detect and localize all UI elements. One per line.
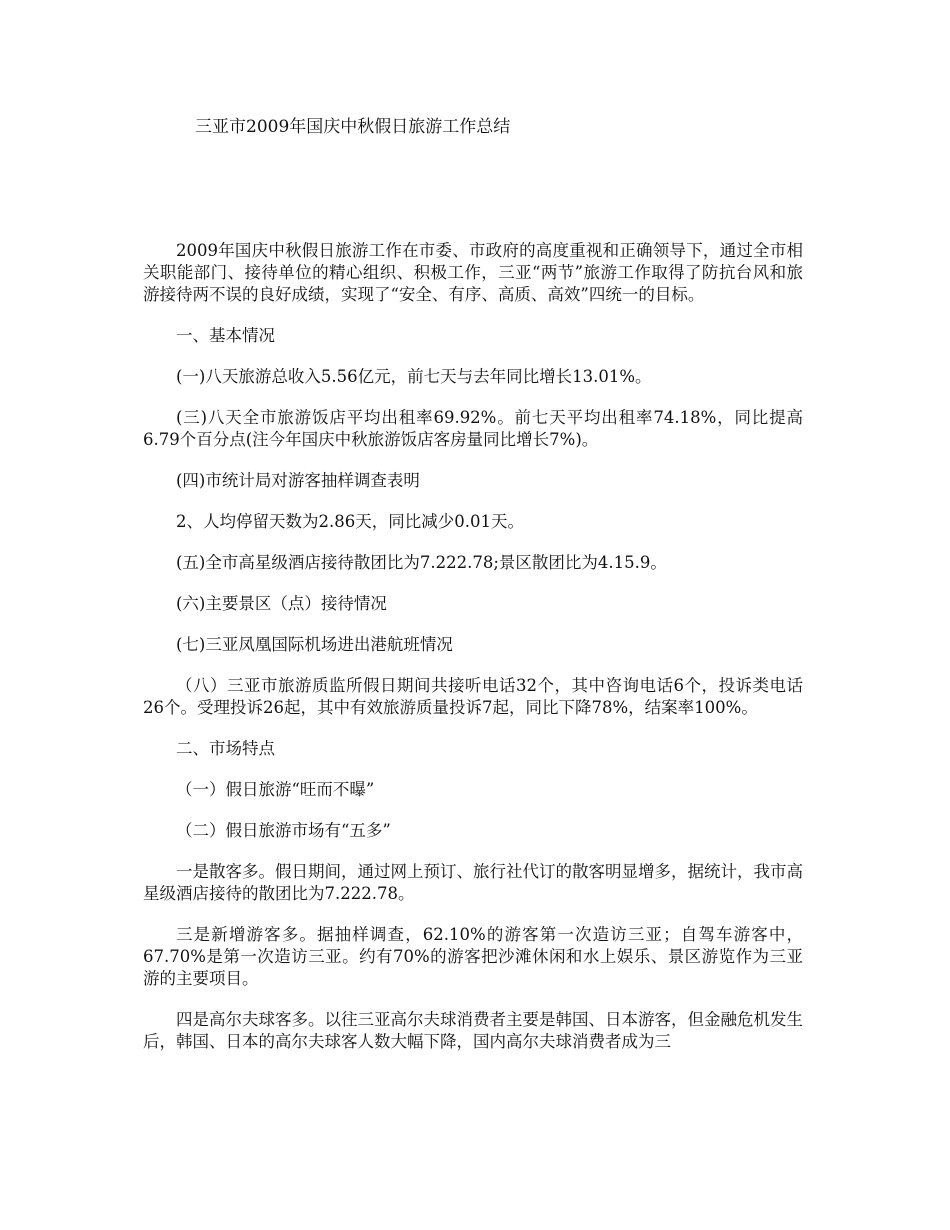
document-body (143, 240, 803, 1072)
paragraph-new-tourists: 三是新增游客多。据抽样调查，62.10%的游客第一次造访三亚；自驾车游客中，67.70%是第一次造访三亚。约有70%的游客把沙滩休闲和水上娱乐、景区游览作为三亚游的主要项目。 (143, 925, 803, 988)
paragraph-revenue: (一)八天旅游总收入5.56亿元，前七天与去年同比增长13.01%。 (176, 367, 652, 386)
paragraph-market-2: （二）假日旅游市场有“五多” (176, 821, 391, 840)
section-heading-basic: 一、基本情况 (176, 326, 275, 345)
paragraph-individual-tourists: 一是散客多。假日期间，通过网上预订、旅行社代订的散客明显增多，据统计，我市高星级酒店接待的散团比为7.222.78。 (143, 862, 803, 903)
section-heading-market: 二、市场特点 (176, 739, 275, 758)
paragraph-airport: (七)三亚凤凰国际机场进出港航班情况 (176, 635, 453, 654)
paragraph-scenic-spots: (六)主要景区（点）接待情况 (176, 594, 387, 613)
paragraph-intro: 2009年国庆中秋假日旅游工作在市委、市政府的高度重视和正确领导下，通过全市相关职能部门、接待单位的精心组织、积极工作，三亚“两节”旅游工作取得了防抗台风和旅游接待两不误的良好成绩，实现了“安全、有序、高质、高效”四统一的目标。 (143, 241, 803, 304)
paragraph-quality-supervision: （八）三亚市旅游质监所假日期间共接听电话32个，其中咨询电话6个，投诉类电话26个。受理投诉26起，其中有效旅游质量投诉7起，同比下降78%，结案率100%。 (143, 676, 803, 717)
paragraph-golf-tourists: 四是高尔夫球客多。以往三亚高尔夫球消费者主要是韩国、日本游客，但金融危机发生后，韩国、日本的高尔夫球客人数大幅下降，国内高尔夫球消费者成为三 (143, 1010, 803, 1051)
paragraph-stay-days: 2、人均停留天数为2.86天，同比减少0.01天。 (176, 512, 524, 531)
paragraph-group-ratio: (五)全市高星级酒店接待散团比为7.222.78;景区散团比为4.15.9。 (176, 553, 667, 572)
paragraph-market-1: （一）假日旅游“旺而不曝” (176, 780, 375, 799)
paragraph-survey: (四)市统计局对游客抽样调查表明 (176, 471, 420, 490)
document-title: 三亚市2009年国庆中秋假日旅游工作总结 (195, 117, 511, 137)
paragraph-hotel-occupancy: (三)八天全市旅游饭店平均出租率69.92%。前七天平均出租率74.18%，同比提高6.79个百分点(注今年国庆中秋旅游饭店客房量同比增长7%)。 (143, 408, 803, 449)
